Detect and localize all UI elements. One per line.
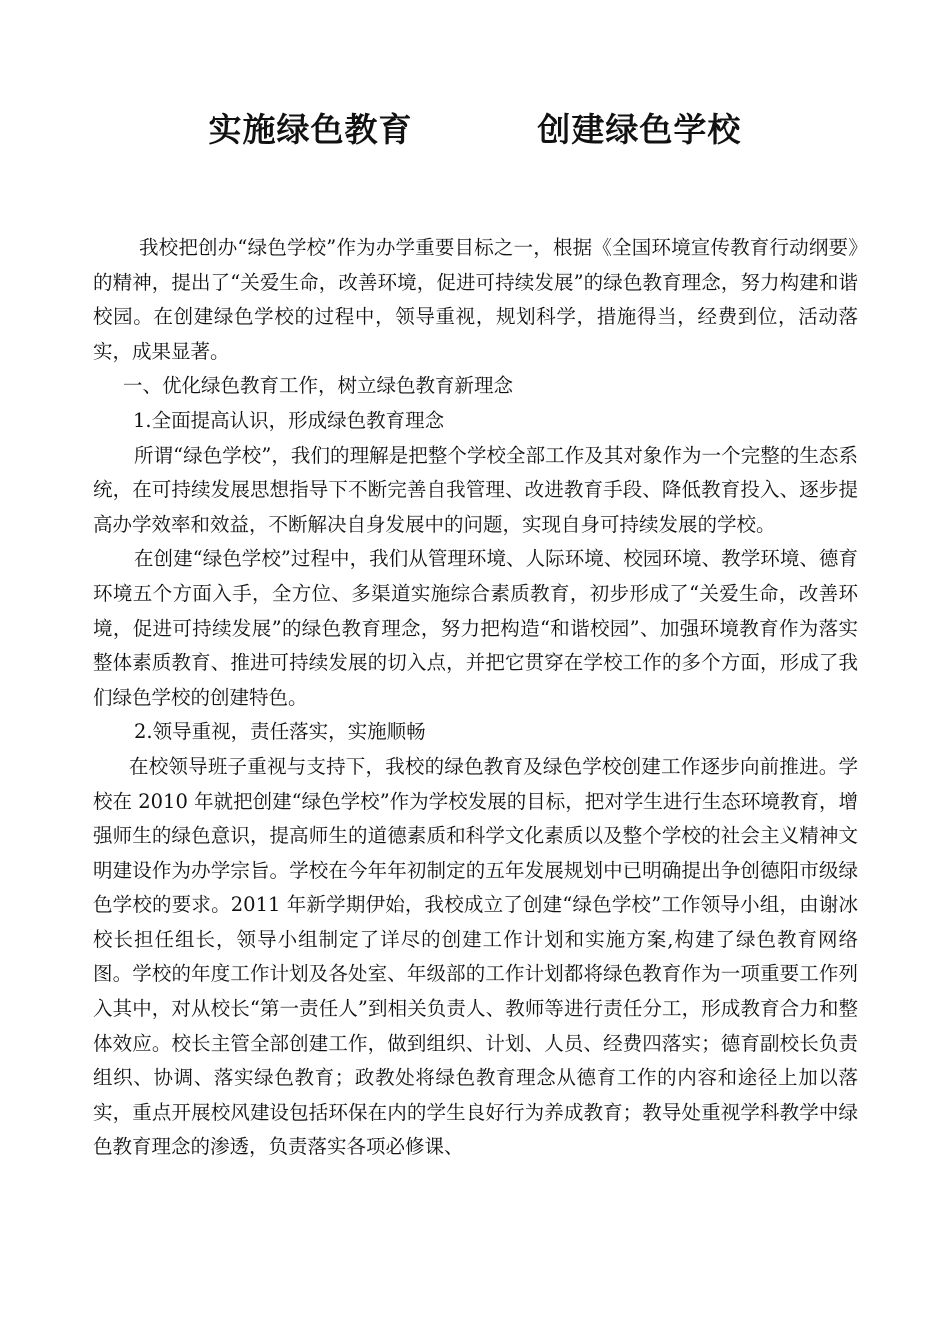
section-heading-1: 一、优化绿色教育工作，树立绿色教育新理念 xyxy=(123,374,514,398)
paragraph-intro: 我校把创办“绿色学校”作为办学重要目标之一，根据《全国环境宣传教育行动纲要》的精神，提出了“关爱生命，改善环境，促进可持续发展”的绿色教育理念，努力构建和谐校园。在创建绿色学校的过程中，领导重视，规划科学，措施得当，经费到位，活动落实，成果显著。 xyxy=(93,236,858,363)
document-title: 实施绿色教育 创建绿色学校 xyxy=(208,110,742,149)
subsection-heading-1: 1.全面提高认识，形成绿色教育理念 xyxy=(133,408,445,432)
document-body xyxy=(93,231,858,1165)
subsection-heading-2: 2.领导重视，责任落实，实施顺畅 xyxy=(134,720,426,744)
paragraph-leadership: 在校领导班子重视与支持下，我校的绿色教育及绿色学校创建工作逐步向前推进。学校在 2010 年就把创建“绿色学校”作为学校发展的目标，把对学生进行生态环境教育，增强师生的绿色意识，提高师生的道德素质和科学文化素质以及整个学校的社会主义精神文明建设作为办学宗旨。学校在今年年初制定的五年发展规划中已明确提出争创德阳市级绿色学校的要求。2011 年新学期伊始，我校成立了创建“绿色学校”工作领导小组，由谢冰校长担任组长，领导小组制定了详尽的创建工作计划和实施方案,构建了绿色教育网络图。学校的年度工作计划及各处室、年级部的工作计划都将绿色教育作为一项重要工作列入其中，对从校长“第一责任人”到相关负责人、教师等进行责任分工，形成教育合力和整体效应。校长主管全部创建工作，做到组织、计划、人员、经费四落实；德育副校长负责组织、协调、落实绿色教育；政教处将绿色教育理念从德育工作的内容和途径上加以落实，重点开展校风建设包括环保在内的学生良好行为养成教育；教导处重视学科教学中绿色教育理念的渗透，负责落实各项必修课、 xyxy=(93,754,858,1159)
paragraph-creation-process: 在创建“绿色学校”过程中，我们从管理环境、人际环境、校园环境、教学环境、德育环境五个方面入手，全方位、多渠道实施综合素质教育，初步形成了“关爱生命，改善环境，促进可持续发展”的绿色教育理念，努力把构造“和谐校园”、加强环境教育作为落实整体素质教育、推进可持续发展的切入点，并把它贯穿在学校工作的多个方面，形成了我们绿色学校的创建特色。 xyxy=(93,547,858,709)
paragraph-green-school-definition: 所谓“绿色学校”，我们的理解是把整个学校全部工作及其对象作为一个完整的生态系统，在可持续发展思想指导下不断完善自我管理、改进教育手段、降低教育投入、逐步提高办学效率和效益，不断解决自身发展中的问题，实现自身可持续发展的学校。 xyxy=(93,443,858,536)
